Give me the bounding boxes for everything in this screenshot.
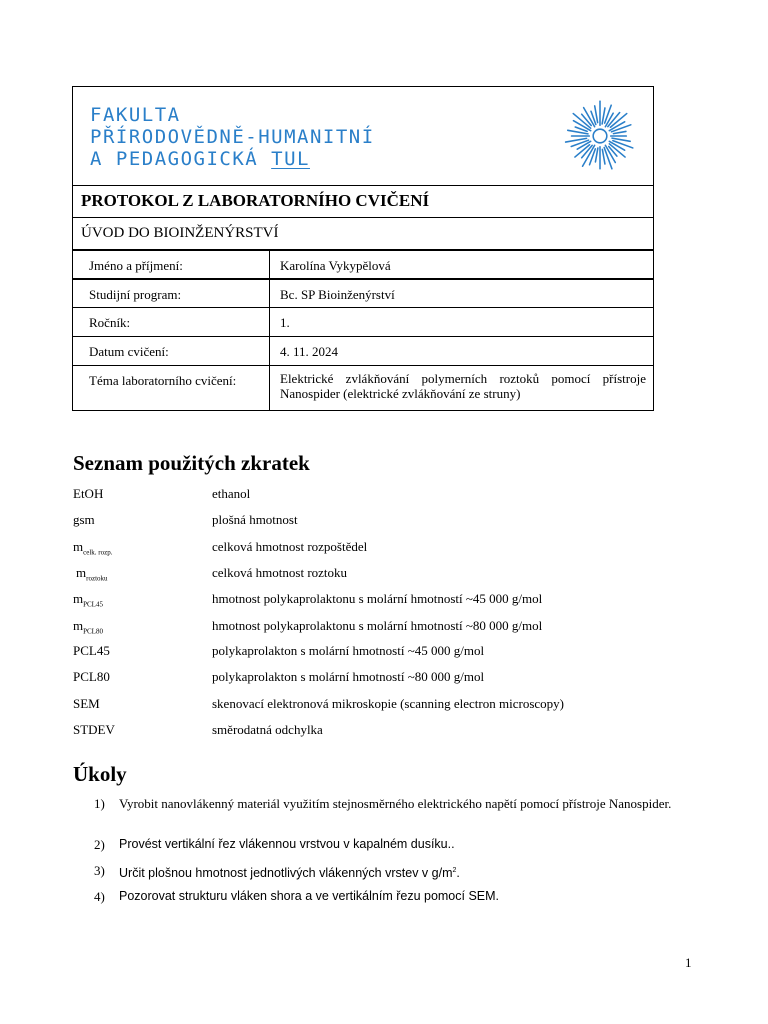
info-row-year — [73, 307, 653, 336]
abbreviation-key: m — [73, 591, 84, 606]
abbreviation-key: m — [73, 618, 84, 633]
tasks-heading: Úkoly — [73, 762, 127, 786]
page-number: 1 — [685, 955, 692, 970]
task-text: Provést vertikální řez vlákennou vrstvou v kapalném dusíku.. — [119, 837, 455, 851]
task-text-main: Určit plošnou hmotnost jednotlivých vlákenných vrstev v g/m — [119, 866, 453, 881]
header-table — [72, 86, 654, 411]
abbreviation-key-group — [76, 565, 108, 583]
faculty-logo — [73, 87, 653, 185]
info-row-topic — [73, 365, 653, 410]
faculty-name — [90, 104, 375, 170]
faculty-name-line-2: PŘÍRODOVĚDNĚ-HUMANITNÍ — [90, 126, 375, 148]
task-text — [119, 863, 693, 881]
abbreviation-key-subscript: roztoku — [86, 574, 108, 583]
info-label: Studijní program: — [89, 287, 182, 302]
abbreviation-meaning: celková hmotnost rozpoštědel — [212, 539, 368, 554]
abbreviation-key: SEM — [73, 696, 100, 711]
abbreviation-key: m — [76, 565, 87, 580]
info-value: 4. 11. 2024 — [280, 344, 339, 359]
info-label: Jméno a příjmení: — [89, 258, 183, 273]
info-value: Karolína Vykypělová — [280, 258, 391, 273]
abbreviation-key-subscript: celk. rozp. — [83, 548, 113, 557]
abbreviations-heading: Seznam použitých zkratek — [73, 451, 310, 475]
abbreviation-key-group — [73, 591, 103, 609]
abbreviation-meaning: směrodatná odchylka — [212, 722, 323, 737]
abbreviation-key: m — [73, 539, 84, 554]
info-row-name — [73, 249, 653, 278]
info-value: 1. — [280, 315, 290, 330]
abbreviation-meaning: polykaprolakton s molární hmotností ~45 000 g/mol — [212, 643, 485, 658]
course-name: ÚVOD DO BIOINŽENÝRSTVÍ — [73, 217, 653, 249]
abbreviation-meaning: plošná hmotnost — [212, 512, 298, 527]
info-row-date — [73, 336, 653, 365]
faculty-name-line-3 — [90, 148, 375, 170]
abbreviation-key: STDEV — [73, 722, 115, 737]
abbreviation-meaning: polykaprolakton s molární hmotností ~80 000 g/mol — [212, 669, 485, 684]
abbreviation-meaning: skenovací elektronová mikroskopie (scanning electron microscopy) — [212, 696, 564, 711]
abbreviation-meaning: celková hmotnost roztoku — [212, 565, 348, 580]
task-number: 1) — [94, 796, 105, 811]
info-value: Elektrické zvlákňování polymerních roztoků pomocí přístroje Nanospider (elektrické zvlákňování ze struny) — [280, 371, 646, 401]
task-number: 3) — [94, 863, 105, 878]
task-text-end: . — [456, 866, 460, 881]
info-value: Bc. SP Bioinženýrství — [280, 287, 395, 302]
abbreviation-key-subscript: PCL80 — [83, 627, 103, 636]
column-divider — [269, 249, 270, 410]
faculty-name-line-3-prefix: A PEDAGOGICKÁ — [90, 148, 272, 170]
abbreviation-key: PCL80 — [73, 669, 110, 684]
abbreviation-meaning: hmotnost polykaprolaktonu s molární hmotností ~80 000 g/mol — [212, 618, 543, 633]
abbreviation-key: PCL45 — [73, 643, 110, 658]
abbreviation-meaning: hmotnost polykaprolaktonu s molární hmotností ~45 000 g/mol — [212, 591, 543, 606]
task-text: Pozorovat strukturu vláken shora a ve vertikálním řezu pomocí SEM. — [119, 889, 500, 903]
sunburst-logo-icon — [561, 97, 639, 175]
task-number: 2) — [94, 837, 105, 852]
info-row-program — [73, 278, 653, 307]
abbreviation-key-subscript: PCL45 — [83, 600, 103, 609]
info-label: Datum cvičení: — [89, 344, 169, 359]
info-label: Téma laboratorního cvičení: — [89, 373, 237, 388]
task-text: Vyrobit nanovlákenný materiál využitím stejnosměrného elektrického napětí pomocí přístroje Nanospider. — [119, 796, 672, 811]
protocol-title: PROTOKOL Z LABORATORNÍHO CVIČENÍ — [73, 185, 653, 217]
abbreviation-key: gsm — [73, 512, 95, 527]
info-label: Ročník: — [89, 315, 131, 330]
abbreviation-key-group — [73, 618, 103, 636]
abbreviation-key: EtOH — [73, 486, 104, 501]
task-text-superscript: 2 — [452, 867, 457, 874]
abbreviation-key-group — [73, 539, 112, 557]
abbreviation-meaning: ethanol — [212, 486, 251, 501]
faculty-name-line-1: FAKULTA — [90, 104, 181, 126]
tul-mark: TUL — [271, 148, 310, 170]
task-number: 4) — [94, 889, 105, 904]
